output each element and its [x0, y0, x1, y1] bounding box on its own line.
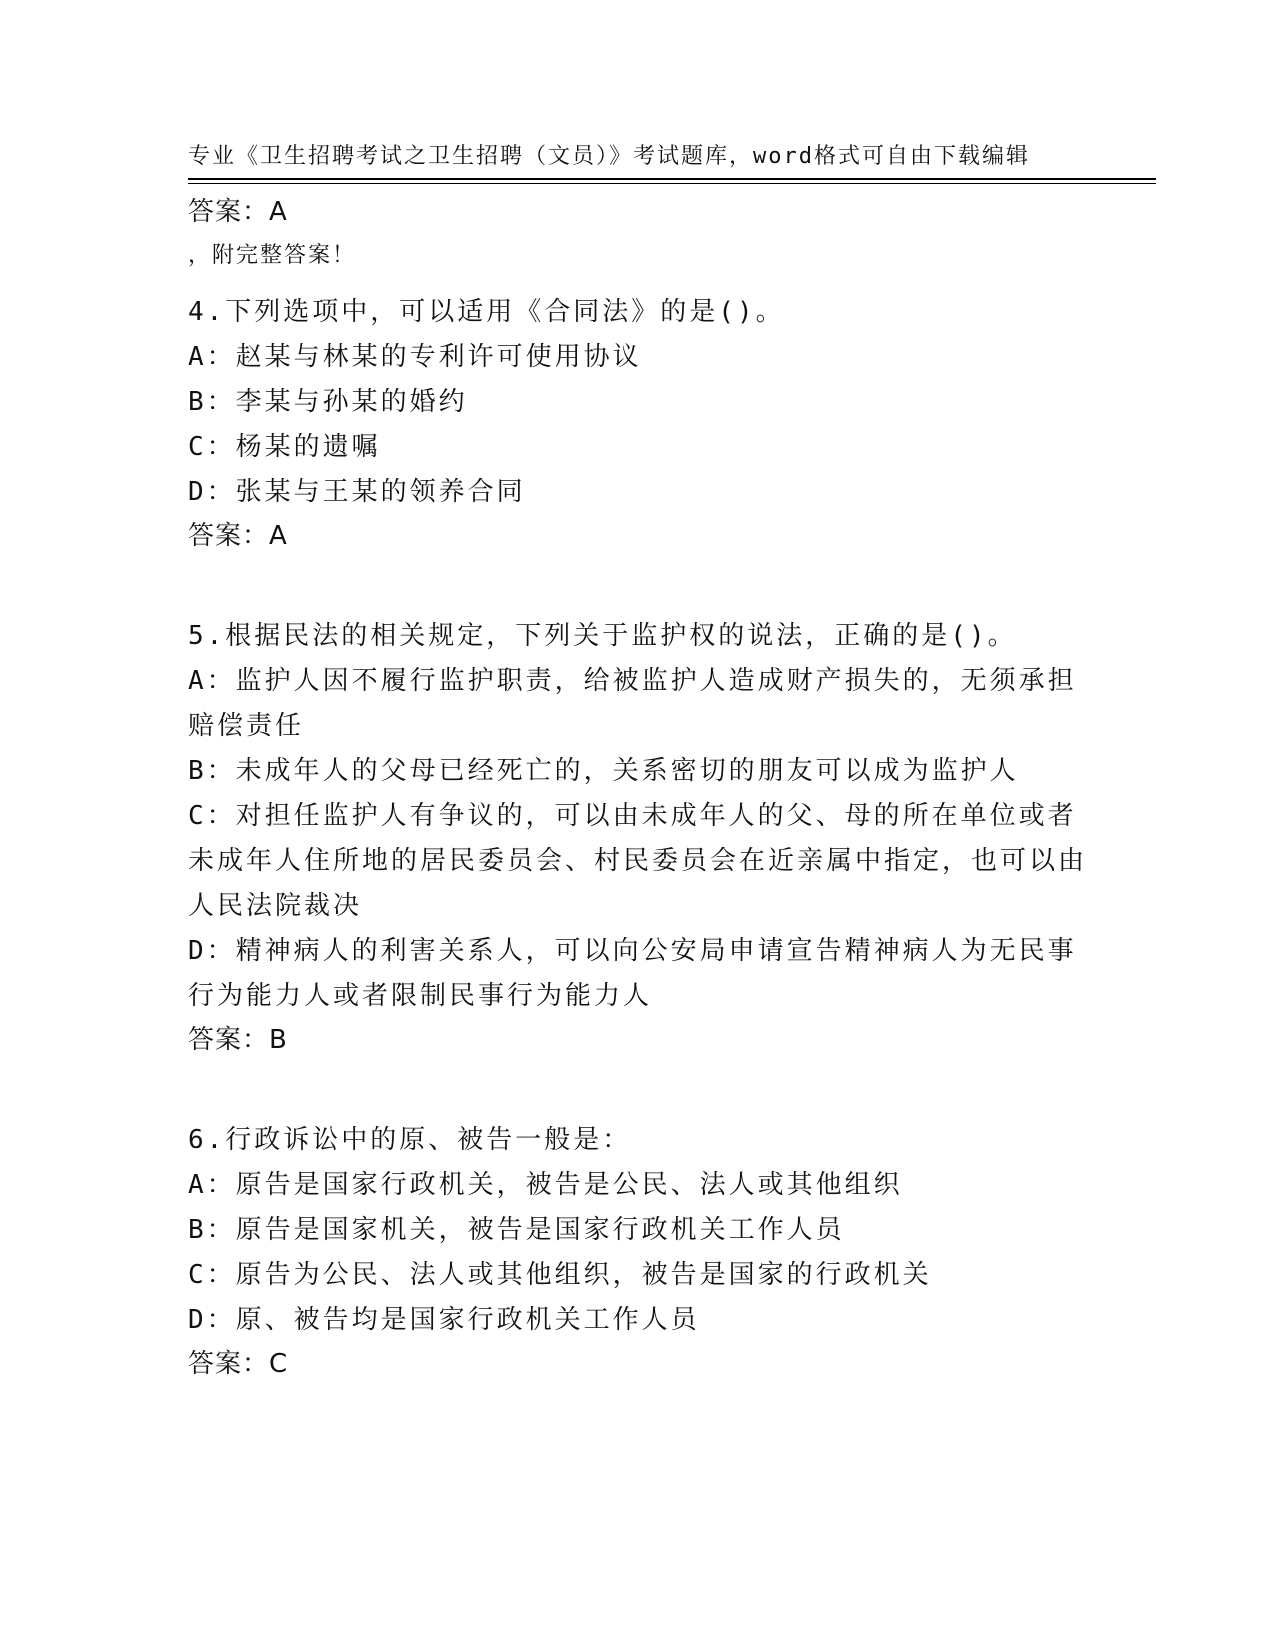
- question-5: [188, 614, 1088, 1060]
- option-a: A：原告是国家行政机关，被告是公民、法人或其他组织: [188, 1170, 903, 1200]
- answer-label: 答案：A: [188, 521, 288, 551]
- question-stem: 5.根据民法的相关规定，下列关于监护权的说法，正确的是()。: [188, 621, 1017, 651]
- header-divider-thin: [188, 183, 1156, 184]
- question-6: [188, 1118, 1088, 1384]
- answer-label: 答案：A: [188, 197, 288, 227]
- header-line-1: 专业《卫生招聘考试之卫生招聘（文员）》考试题库，word格式可自由下载编辑: [188, 144, 1030, 169]
- header-divider-thick: [188, 178, 1156, 180]
- question-list: [188, 192, 1088, 1384]
- header-line-2: ，附完整答案！: [188, 243, 357, 268]
- question-stem: 6.行政诉讼中的原、被告一般是：: [188, 1125, 632, 1155]
- option-c: C：杨某的遗嘱: [188, 432, 381, 462]
- option-b: B：李某与孙某的婚约: [188, 387, 468, 417]
- question-stem: 4.下列选项中，可以适用《合同法》的是()。: [188, 297, 785, 327]
- option-c: C：原告为公民、法人或其他组织，被告是国家的行政机关: [188, 1260, 932, 1290]
- option-c: C：对担任监护人有争议的，可以由未成年人的父、母的所在单位或者未成年人住所地的居民委员会、村民委员会在近亲属中指定，也可以由人民法院裁决: [188, 801, 1088, 921]
- option-a: A：监护人因不履行监护职责，给被监护人造成财产损失的，无须承担赔偿责任: [188, 666, 1077, 741]
- answer-label: 答案：B: [188, 1025, 288, 1055]
- option-a: A：赵某与林某的专利许可使用协议: [188, 342, 642, 372]
- option-d: D：原、被告均是国家行政机关工作人员: [188, 1305, 700, 1335]
- option-d: D：张某与王某的领养合同: [188, 477, 526, 507]
- option-b: B：未成年人的父母已经死亡的，关系密切的朋友可以成为监护人: [188, 756, 1019, 786]
- answer-label: 答案：C: [188, 1349, 289, 1379]
- question-4: [188, 290, 1088, 556]
- option-d: D：精神病人的利害关系人，可以向公安局申请宣告精神病人为无民事行为能力人或者限制民事行为能力人: [188, 936, 1077, 1011]
- option-b: B：原告是国家机关，被告是国家行政机关工作人员: [188, 1215, 845, 1245]
